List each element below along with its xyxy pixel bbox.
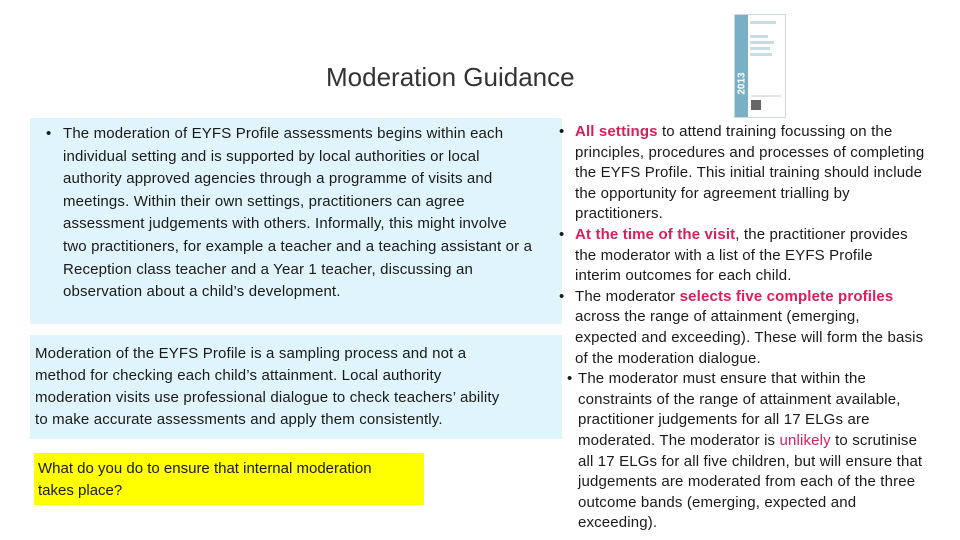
moderation-intro-panel xyxy=(30,118,562,324)
text-line: meetings. Within their own settings, practitioners can agree xyxy=(63,192,465,210)
text-line: principles, procedures and processes of completing xyxy=(575,143,925,161)
bullet-icon: • xyxy=(559,287,565,305)
cover-band xyxy=(735,15,748,117)
text-line: interim outcomes for each child. xyxy=(575,267,792,285)
cover-heading-line xyxy=(750,21,776,24)
bullet-icon: • xyxy=(46,125,52,142)
cover-heading-line xyxy=(750,35,768,38)
text-line: individual setting and is supported by local authorities or local xyxy=(63,147,480,165)
document-cover-thumbnail xyxy=(734,14,786,118)
text-line: all 17 ELGs for all five children, but will ensure that xyxy=(578,452,923,470)
crown-logo-icon xyxy=(751,100,761,110)
bullet-icon: • xyxy=(559,225,565,243)
cover-year: 2013 xyxy=(736,72,748,95)
bullet-icon: • xyxy=(567,370,573,388)
cover-heading-line xyxy=(750,41,774,44)
page-title: Moderation Guidance xyxy=(326,62,575,92)
text-line: moderated. The moderator is xyxy=(578,431,780,449)
cover-fine-print xyxy=(751,95,781,97)
highlight-text: selects five complete profiles xyxy=(679,287,894,305)
list-item xyxy=(552,122,957,225)
highlight-text: All settings xyxy=(575,123,658,140)
text-line: practitioner judgements for all 17 ELGs are xyxy=(578,411,870,429)
highlight-text: unlikely xyxy=(779,431,831,449)
bullet-icon: • xyxy=(559,123,565,140)
text-line: judgements are moderated from each of the three xyxy=(578,473,916,491)
moderation-intro-text xyxy=(46,123,566,304)
text-line: constraints of the range of attainment available, xyxy=(578,390,901,408)
sampling-process-panel xyxy=(30,335,562,439)
text-line: The moderator must ensure that within the xyxy=(578,370,866,388)
text-line: assessment judgements with others. Informally, this might involve xyxy=(63,215,507,233)
text-line: across the range of attainment (emerging, xyxy=(575,308,860,326)
text-line: expected and exceeding). These will form the basis xyxy=(575,328,924,346)
question-box xyxy=(34,453,424,505)
text-line: to scrutinise xyxy=(830,431,918,449)
text-line: two practitioners, for example a teacher and a teaching assistant or a xyxy=(63,237,533,255)
text-line: What do you do to ensure that internal moderation xyxy=(38,460,372,477)
text-line: moderation visits use professional dialogue to check teachers’ ability xyxy=(35,389,500,406)
text-line: the moderator with a list of the EYFS Profile xyxy=(575,246,873,264)
text-line: exceeding). xyxy=(578,514,658,532)
text-line: takes place? xyxy=(38,482,123,499)
sampling-process-text xyxy=(35,343,560,431)
cover-heading-line xyxy=(750,47,770,50)
text-line: The moderation of EYFS Profile assessments begins within each xyxy=(63,125,504,142)
list-item xyxy=(552,369,957,534)
text-line: method for checking each child’s attainment. Local authority xyxy=(35,367,442,384)
text-line: , the practitioner provides xyxy=(735,225,908,243)
text-line: the EYFS Profile. This initial training should include xyxy=(575,164,923,182)
text-line: to make accurate assessments and apply them consistently. xyxy=(35,411,443,428)
moderation-process-list xyxy=(552,122,957,534)
text-line: The moderator xyxy=(575,287,680,305)
text-line: to attend training focussing on the xyxy=(657,123,893,140)
text-line: of the moderation dialogue. xyxy=(575,349,761,367)
highlight-text: At the time of the visit xyxy=(575,225,736,243)
text-line: observation about a child’s development. xyxy=(63,283,341,301)
text-line: Reception class teacher and a Year 1 teacher, discussing an xyxy=(63,260,473,278)
list-item xyxy=(552,225,957,287)
list-item xyxy=(552,287,957,369)
text-line: the opportunity for agreement trialling by xyxy=(575,184,850,202)
text-line: practitioners. xyxy=(575,205,663,223)
text-line: authority approved agencies through a programme of visits and xyxy=(63,170,493,188)
text-line: outcome bands (emerging, expected and xyxy=(578,493,857,511)
text-line: Moderation of the EYFS Profile is a sampling process and not a xyxy=(35,345,467,362)
cover-heading-line xyxy=(750,53,772,56)
